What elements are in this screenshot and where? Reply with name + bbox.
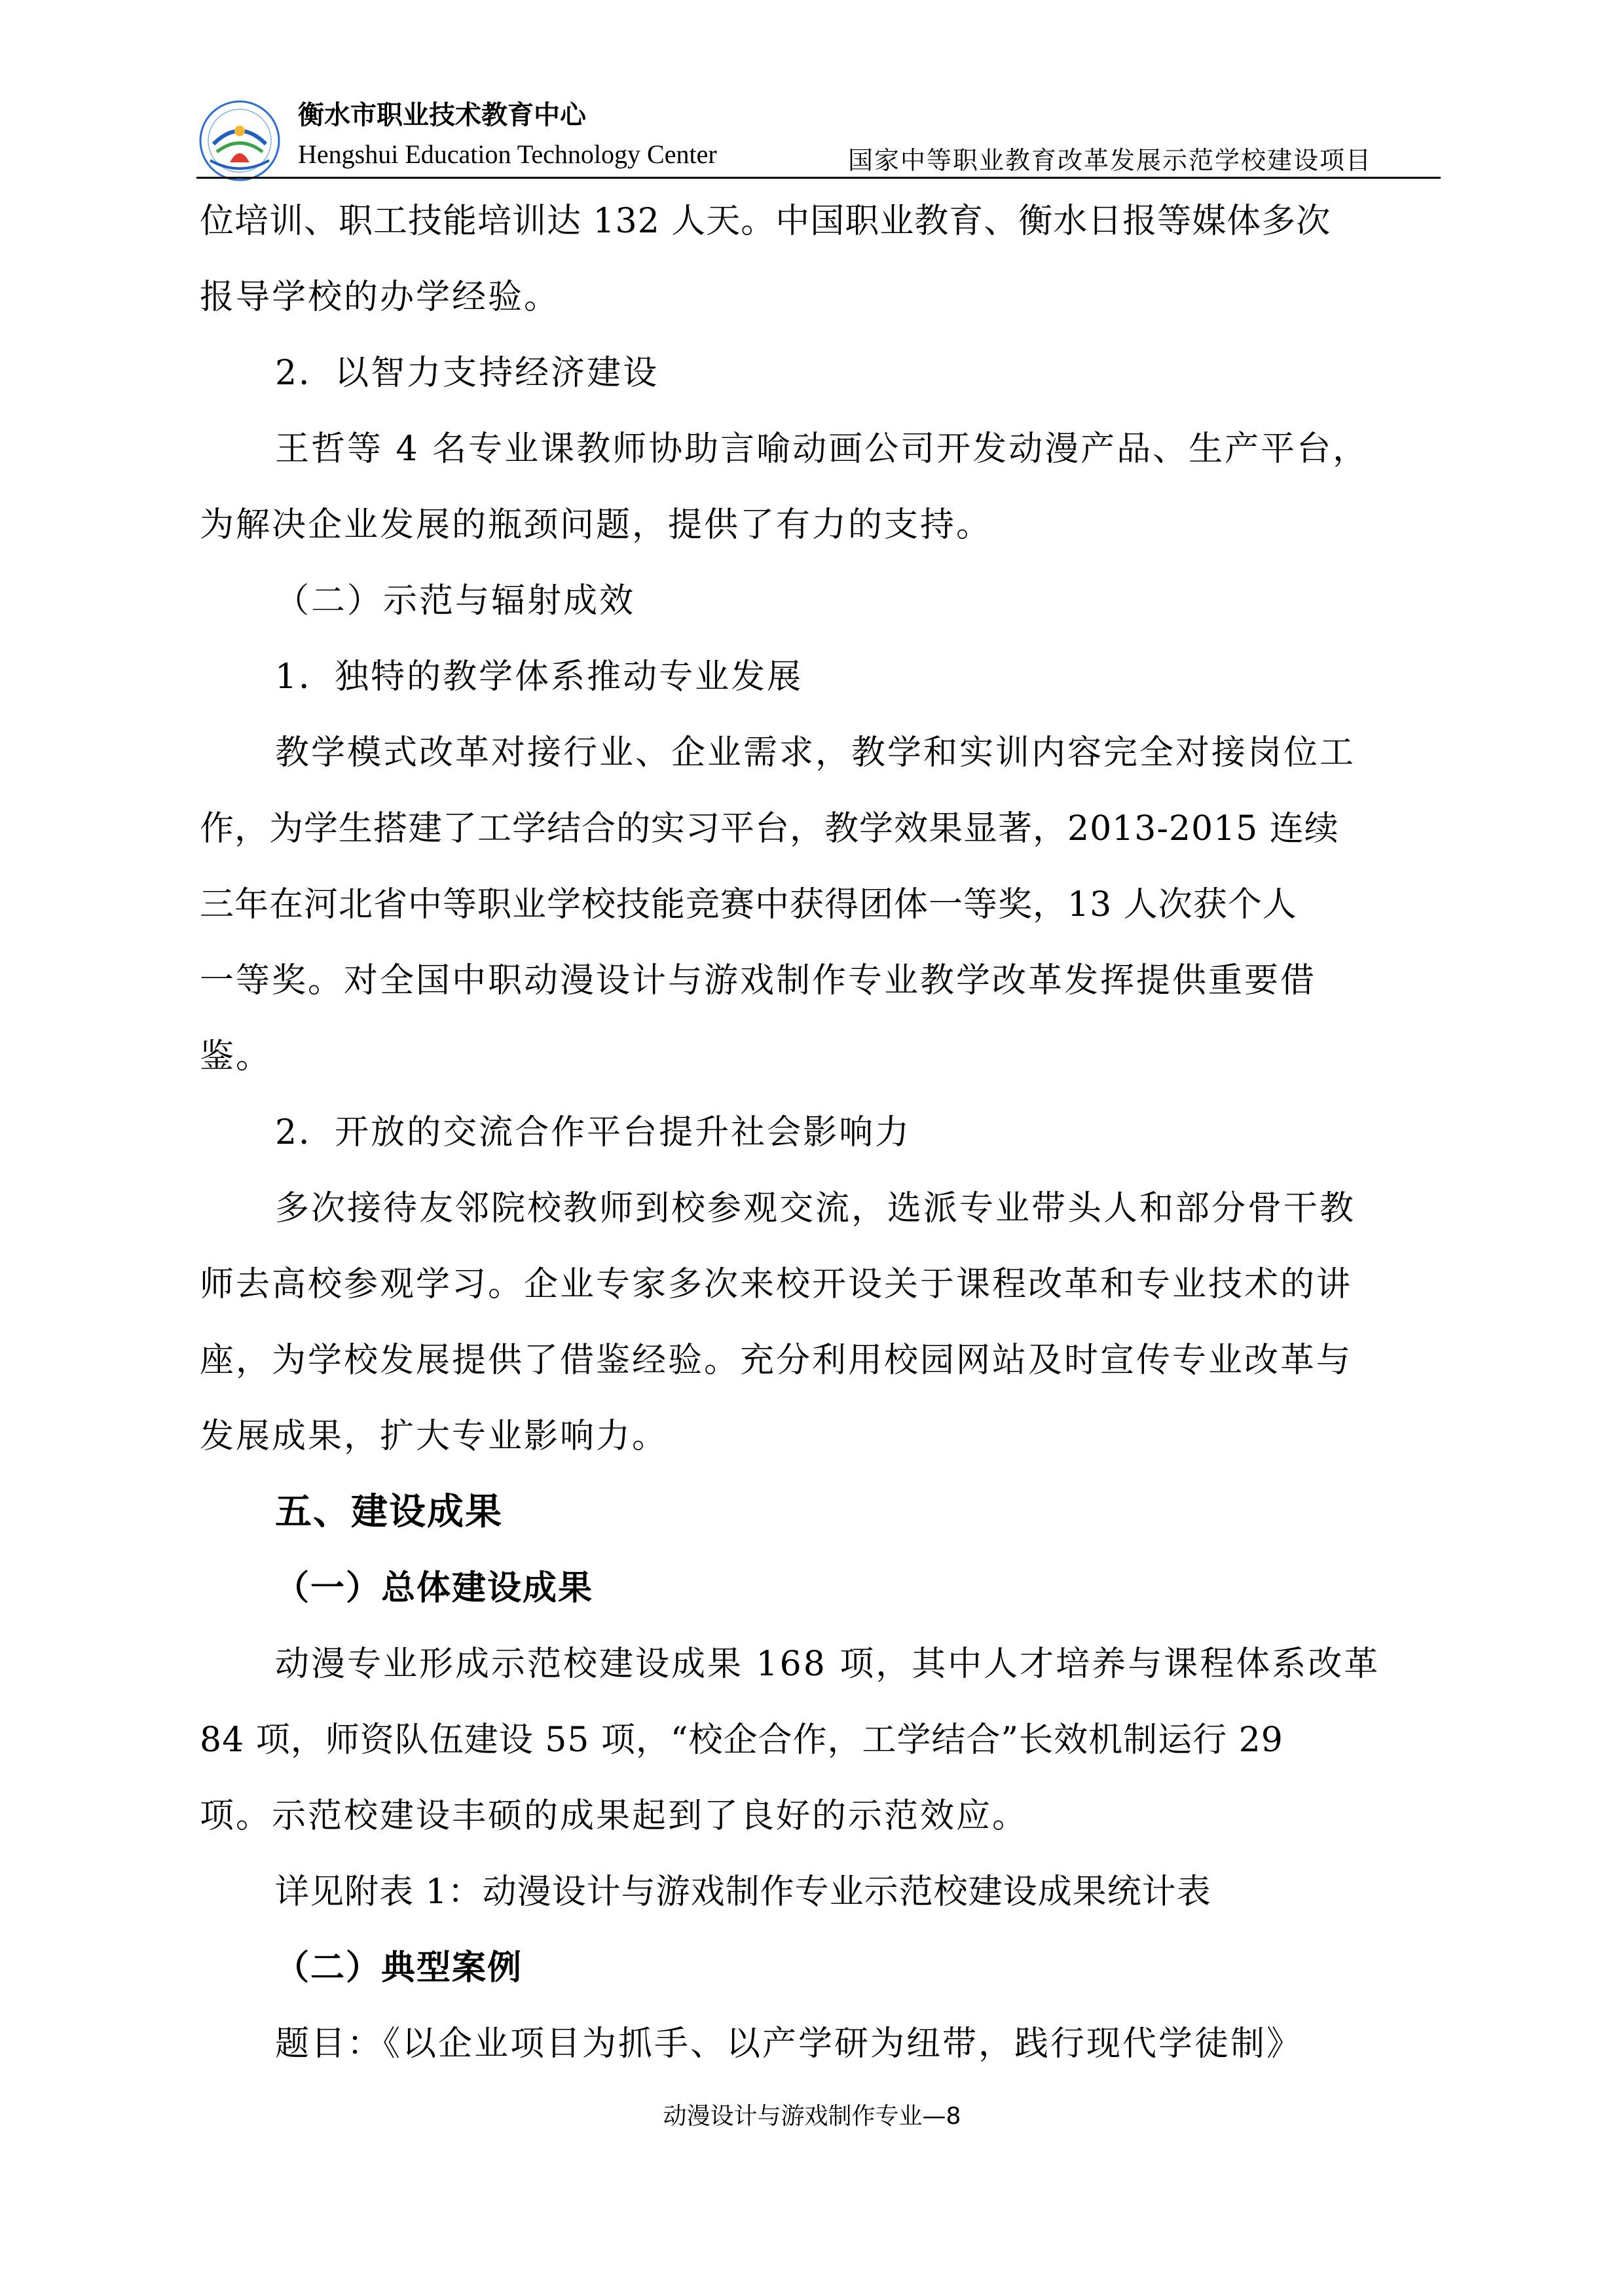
project-title: 国家中等职业教育改革发展示范学校建设项目 <box>847 146 1372 175</box>
text-line: 动漫专业形成示范校建设成果 168 项，其中人才培养与课程体系改革 <box>275 1645 1380 1684</box>
text-line: 为解决企业发展的瓶颈问题，提供了有力的支持。 <box>200 505 993 545</box>
text-line: 座，为学校发展提供了借鉴经验。充分利用校园网站及时宣传专业改革与 <box>200 1341 1353 1380</box>
text-line: 多次接待友邻院校教师到校参观交流，选派专业带头人和部分骨干教 <box>275 1189 1356 1228</box>
text-line: 鉴。 <box>200 1037 272 1076</box>
text-line: 详见附表 1：动漫设计与游戏制作专业示范校建设成果统计表 <box>275 1872 1211 1912</box>
school-logo-icon <box>197 98 282 183</box>
section-heading: （二）典型案例 <box>275 1948 523 1988</box>
org-name-chinese: 衡水市职业技术教育中心 <box>298 100 586 130</box>
text-line: 位培训、职工技能培训达 132 人天。中国职业教育、衡水日报等媒体多次 <box>200 202 1331 241</box>
subheading: 2．以智力支持经济建设 <box>275 354 659 393</box>
text-line: 三年在河北省中等职业学校技能竞赛中获得团体一等奖，13 人次获个人 <box>200 885 1297 924</box>
chapter-heading: 五、建设成果 <box>275 1491 503 1533</box>
text-line: 师去高校参观学习。企业专家多次来校开设关于课程改革和专业技术的讲 <box>200 1265 1353 1304</box>
text-line: 题目：《以企业项目为抓手、以产学研为纽带，践行现代学徒制》 <box>275 2024 1303 2064</box>
text-line: 教学模式改革对接行业、企业需求，教学和实训内容完全对接岗位工 <box>275 733 1356 773</box>
subheading: 2．开放的交流合作平台提升社会影响力 <box>275 1113 912 1152</box>
text-line: 王哲等 4 名专业课教师协助言喻动画公司开发动漫产品、生产平台， <box>275 429 1369 469</box>
header-divider <box>196 177 1441 179</box>
document-body <box>200 183 1431 2082</box>
org-name-english: Hengshui Education Technology Center <box>298 139 717 169</box>
section-heading: （一）总体建设成果 <box>275 1569 594 1608</box>
text-line: 84 项，师资队伍建设 55 项，“校企合作，工学结合”长效机制运行 29 <box>200 1721 1283 1760</box>
section-heading: （二）示范与辐射成效 <box>275 581 636 621</box>
subheading: 1．独特的教学体系推动专业发展 <box>275 657 803 697</box>
text-line: 报导学校的办学经验。 <box>200 278 561 317</box>
text-line: 一等奖。对全国中职动漫设计与游戏制作专业教学改革发挥提供重要借 <box>200 961 1317 1000</box>
page-footer: 动漫设计与游戏制作专业—8 <box>663 2103 961 2130</box>
page-header <box>193 90 1441 182</box>
text-line: 发展成果，扩大专业影响力。 <box>200 1417 669 1456</box>
text-line: 作，为学生搭建了工学结合的实习平台，教学效果显著，2013-2015 连续 <box>200 809 1339 848</box>
text-line: 项。示范校建设丰硕的成果起到了良好的示范效应。 <box>200 1796 1029 1836</box>
